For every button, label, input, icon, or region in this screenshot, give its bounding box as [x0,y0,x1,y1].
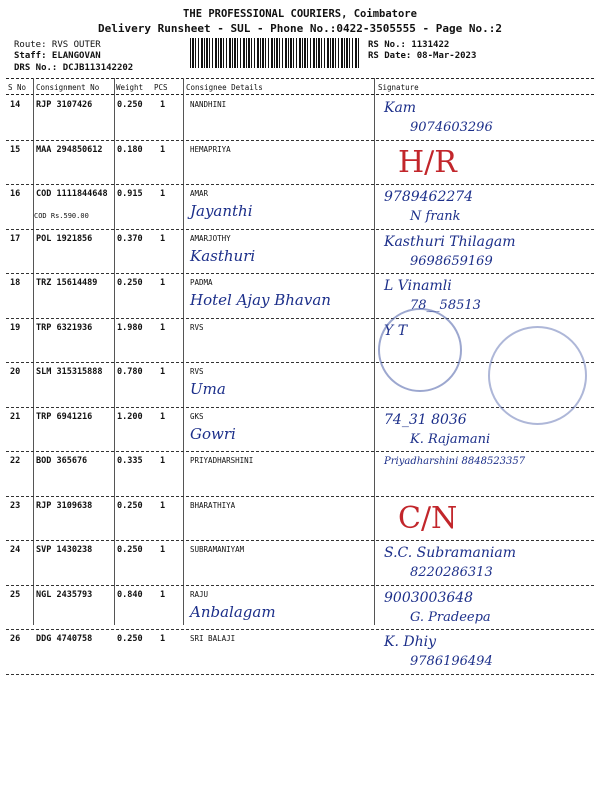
col-consignee: Consignee Details [186,83,263,92]
handwritten-receiver: Uma [190,380,226,398]
row-consignee: SUBRAMANIYAM [190,545,245,554]
row-pcs: 1 [160,411,166,422]
row-consignment: SLM 315315888 [36,367,103,377]
signature: Y T [384,322,408,339]
signature: Kam [384,100,417,116]
row-pcs: 1 [160,589,166,600]
row-sno: 15 [10,144,21,155]
row-weight: 0.840 [117,589,143,600]
table-row [0,274,600,319]
table-row [0,230,600,275]
row-weight: 0.250 [117,634,143,644]
row-consignee: GKS [190,411,204,421]
signature-phone: 9698659169 [410,253,493,269]
row-pcs: 1 [160,322,166,333]
row-sno: 18 [10,278,21,288]
row-consignee: SRI BALAJI [190,634,236,643]
runsheet-title: Delivery Runsheet - SUL - Phone No.:0422-3505555 - Page No.:2 [98,22,502,35]
signature: Kasthuri Thilagam [384,233,516,250]
row-consignment: SVP 1430238 [36,545,93,555]
table-row [0,96,600,141]
row-consignee: NANDHINI [190,100,227,109]
signature: Priyadharshini 8848523357 [384,456,526,467]
signature: 9003003648 [384,589,474,606]
handwritten-receiver: Anbalagam [190,602,276,621]
row-pcs: 1 [160,189,166,199]
row-weight: 0.250 [117,500,143,511]
row-sno: 14 [10,100,21,110]
row-consignment: COD 1111844648 [36,189,108,199]
col-weight: Weight [116,83,144,92]
col-signature: Signature [378,83,419,92]
table-row [0,630,600,675]
row-weight: 0.250 [117,278,143,288]
table-row [0,141,600,186]
row-sno: 26 [10,634,21,644]
handwritten-receiver: Gowri [190,424,236,443]
row-consignment: MAA 294850612 [36,144,103,155]
row-consignment: DDG 4740758 [36,634,93,644]
row-pcs: 1 [160,500,166,511]
signature: H/R [398,144,457,180]
row-consignee: BHARATHIYA [190,500,236,510]
row-sno: 22 [10,456,21,466]
row-sno: 20 [10,367,21,377]
signature-phone: G. Pradeepa [410,609,491,625]
signature-phone: 9074603296 [410,120,493,135]
row-sno: 21 [10,411,21,422]
rs-date: RS Date: 08-Mar-2023 [368,51,477,61]
signature-phone: K. Rajamani [410,431,491,447]
row-consignee: AMARJOTHY [190,233,231,243]
table-row [0,586,600,631]
row-sno: 17 [10,233,21,244]
row-consignee: HEMAPRIYA [190,144,231,154]
row-pcs: 1 [160,456,166,466]
row-pcs: 1 [160,233,166,244]
barcode [190,38,360,68]
row-consignment: BOD 365676 [36,456,88,466]
row-weight: 0.250 [117,100,143,110]
signature: 9789462274 [384,189,474,205]
row-sno: 19 [10,322,21,333]
row-consignee: RVS [190,322,204,332]
signature: L Vinamli [384,278,452,294]
signature-phone: 9786196494 [410,654,493,669]
courier-stamp [378,308,462,392]
signature: K. Dhiy [384,634,436,650]
cod-amount: COD Rs.590.00 [34,212,89,220]
row-consignment: RJP 3109638 [36,500,93,511]
col-consignment: Consignment No [36,83,100,92]
col-pcs: PCS [154,83,168,92]
signature-phone: 78__58513 [410,298,481,313]
handwritten-receiver: Jayanthi [190,202,253,220]
row-consignment: POL 1921856 [36,233,93,244]
row-pcs: 1 [160,100,166,110]
handwritten-receiver: Hotel Ajay Bhavan [190,291,331,309]
row-consignment: TRP 6321936 [36,322,93,333]
row-pcs: 1 [160,367,166,377]
handwritten-receiver: Kasthuri [190,246,256,265]
row-weight: 0.780 [117,367,143,377]
row-sno: 24 [10,545,21,555]
col-sno: S No [8,83,27,92]
row-pcs: 1 [160,144,166,155]
signature: 74_31 8036 [384,411,467,428]
row-consignee: PADMA [190,278,213,287]
header-rule-top [6,78,594,79]
row-sno: 16 [10,189,21,199]
row-weight: 0.915 [117,189,143,199]
row-consignment: NGL 2435793 [36,589,93,600]
row-sno: 25 [10,589,21,600]
row-consignee: PRIYADHARSHINI [190,456,254,465]
row-weight: 0.180 [117,144,143,155]
table-row [0,497,600,542]
row-weight: 0.250 [117,545,143,555]
row-weight: 1.980 [117,322,143,333]
row-consignee: AMAR [190,189,209,198]
row-consignee: RVS [190,367,204,376]
row-consignment: TRP 6941216 [36,411,93,422]
header-rule-bottom [6,94,594,95]
row-weight: 1.200 [117,411,143,422]
staff-label: Staff: ELANGOVAN [14,51,101,61]
table-row [0,452,600,497]
row-separator [6,674,594,675]
drs-label: DRS No.: DCJB113142202 [14,63,134,73]
row-consignment: TRZ 15614489 [36,278,98,288]
signature-phone: N frank [410,209,461,224]
row-consignment: RJP 3107426 [36,100,93,110]
row-pcs: 1 [160,545,166,555]
table-row [0,185,600,230]
route-label: Route: RVS OUTER [14,40,101,50]
row-consignee: RAJU [190,589,209,599]
rs-number: RS No.: 1131422 [368,40,450,50]
signature: C/N [398,500,458,536]
row-pcs: 1 [160,634,166,644]
signature-phone: 8220286313 [410,565,493,580]
table-row [0,541,600,586]
row-sno: 23 [10,500,21,511]
company-title: THE PROFESSIONAL COURIERS, Coimbatore [183,8,417,20]
row-pcs: 1 [160,278,166,288]
signature: S.C. Subramaniam [384,545,517,561]
courier-stamp [488,326,587,425]
row-weight: 0.370 [117,233,143,244]
row-weight: 0.335 [117,456,143,466]
